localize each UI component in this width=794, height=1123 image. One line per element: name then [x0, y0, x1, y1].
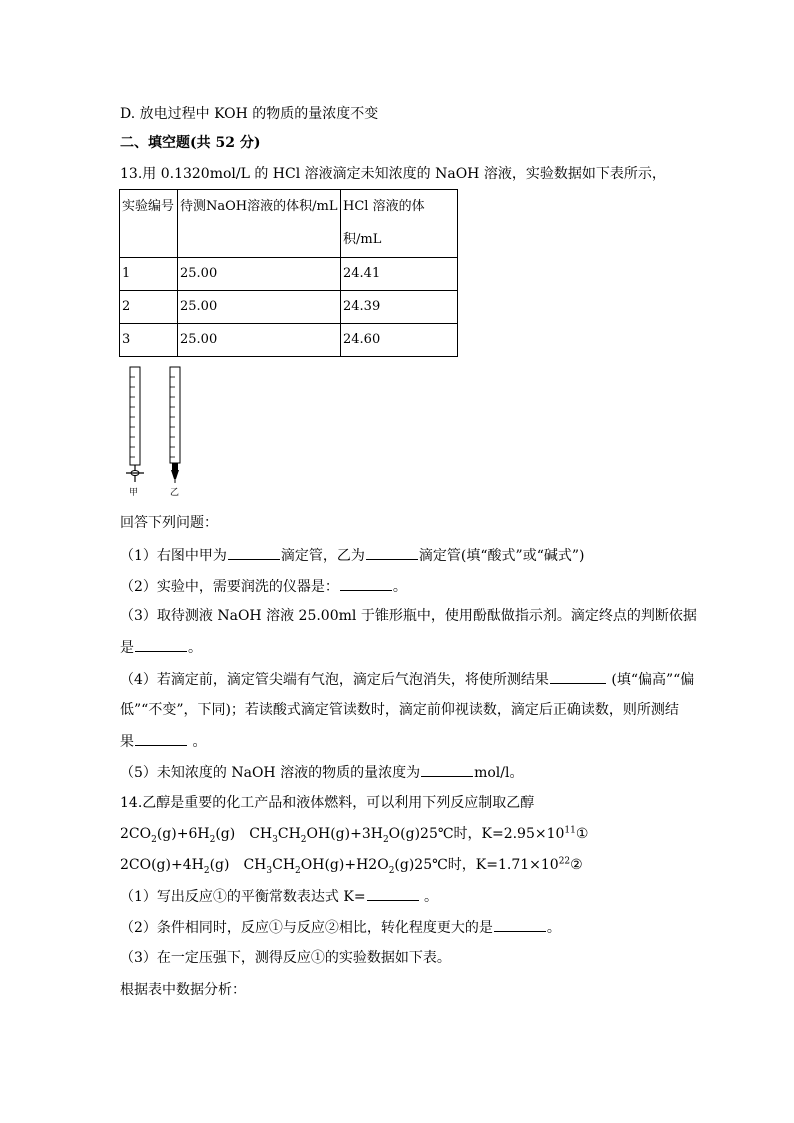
q13-5-text-a: （5）未知浓度的 NaOH 溶液的物质的量浓度为 — [120, 765, 421, 781]
q13-3-text-c: 。 — [188, 640, 202, 656]
answer-blank[interactable] — [494, 917, 546, 932]
q14-2-text-b: 。 — [546, 920, 561, 936]
burette-yi-icon — [170, 367, 180, 483]
option-d: D. 放电过程中 KOH 的物质的量浓度不变 — [120, 106, 379, 122]
question-14-2 — [120, 917, 561, 938]
answer-blank[interactable] — [135, 637, 187, 652]
q13-5-text-b: mol/l。 — [474, 765, 524, 781]
table-row — [120, 258, 458, 291]
table-row — [120, 324, 458, 357]
table-cell: 24.41 — [341, 258, 458, 291]
table-cell: 25.00 — [178, 324, 341, 357]
table-cell: 25.00 — [178, 291, 341, 324]
burette-jia-icon — [126, 367, 144, 482]
answer-blank[interactable] — [366, 545, 418, 560]
question-13-3-cont — [120, 637, 202, 658]
table-cell: 24.39 — [341, 291, 458, 324]
burette-label-jia: 甲 — [129, 488, 139, 498]
table-cell: 25.00 — [178, 258, 341, 291]
q13-4-text-e: 。 — [188, 734, 207, 750]
q14-1-text-b: 。 — [419, 889, 438, 905]
q13-4-text-d: 果 — [120, 734, 134, 750]
equation-2: $2CO(g)+4H_2(g)$ $CH_3CH_2OH(g)+H2O_2(g)25℃$时，$K=1.71\times 10^{22}②$ — [120, 856, 583, 876]
q13-4-text-a: （4）若滴定前，滴定管尖端有气泡，滴定后气泡消失，将使所测结果 — [120, 672, 549, 688]
table-header-row — [120, 190, 458, 258]
question-13-stem: 13.用 0.1320mol/L 的 HCl 溶液滴定未知浓度的 NaOH 溶液，实验数据如下表所示， — [120, 166, 666, 182]
analysis-prompt: 根据表中数据分析： — [120, 982, 246, 998]
q14-1-text-a: （1）写出反应①的平衡常数表达式 K= — [120, 889, 366, 905]
question-13-4 — [120, 669, 694, 690]
table-cell: 3 — [120, 324, 178, 357]
section-heading: 二、填空题(共 52 分) — [120, 135, 261, 151]
q13-4-text-b: (填“偏高”“偏 — [606, 672, 695, 688]
q13-2-text-b: 。 — [392, 579, 407, 595]
header-cell: 实验编号 — [120, 190, 178, 258]
table-cell: 1 — [120, 258, 178, 291]
equation-1: $2CO_2(g)+6H_2(g)$ $CH_3CH_2OH(g)+3H_2O(g)25℃$时，$K=2.95\times 10^{11}①$ — [120, 825, 589, 845]
answer-prompt: 回答下列问题： — [120, 515, 218, 531]
header-cell: HCl 溶液的体积/mL — [341, 190, 458, 258]
question-14-stem: 14.乙醇是重要的化工产品和液体燃料，可以利用下列反应制取乙醇 — [120, 795, 535, 811]
burette-label-yi: 乙 — [170, 488, 180, 498]
question-13-3: （3）取待测液 NaOH 溶液 25.00ml 于锥形瓶中，使用酚酞做指示剂。滴定终点的判断依据 — [120, 608, 697, 624]
q14-2-text-a: （2）条件相同时，反应①与反应②相比，转化程度更大的是 — [120, 920, 493, 936]
table-cell: 2 — [120, 291, 178, 324]
q13-1-text-b: 滴定管，乙为 — [280, 548, 365, 564]
question-14-1 — [120, 886, 438, 907]
burette-figure — [124, 365, 194, 500]
table-cell: 24.60 — [341, 324, 458, 357]
answer-blank[interactable] — [421, 762, 473, 777]
answer-blank[interactable] — [550, 669, 606, 684]
answer-blank[interactable] — [228, 545, 280, 560]
q13-3-text-b: 是 — [120, 640, 134, 656]
answer-blank[interactable] — [367, 886, 419, 901]
q13-1-text-a: （1）右图中甲为 — [120, 548, 227, 564]
answer-blank[interactable] — [135, 731, 187, 746]
question-13-2 — [120, 576, 407, 597]
question-13-4-end — [120, 731, 206, 752]
q13-2-text-a: （2）实验中，需要润洗的仪器是： — [120, 579, 339, 595]
question-14-3: （3）在一定压强下，测得反应①的实验数据如下表。 — [120, 950, 451, 966]
header-cell: 待测NaOH溶液的体积/mL — [178, 190, 341, 258]
question-13-5 — [120, 762, 523, 783]
question-13-1 — [120, 545, 584, 566]
question-13-4-cont: 低”“不变”，下同)；若读酸式滴定管读数时，滴定前仰视读数，滴定后正确读数，则所测结 — [120, 702, 679, 718]
answer-blank[interactable] — [340, 576, 392, 591]
q13-1-text-c: 滴定管(填“酸式”或“碱式”) — [418, 548, 585, 564]
table-row — [120, 291, 458, 324]
titration-table — [119, 189, 458, 357]
